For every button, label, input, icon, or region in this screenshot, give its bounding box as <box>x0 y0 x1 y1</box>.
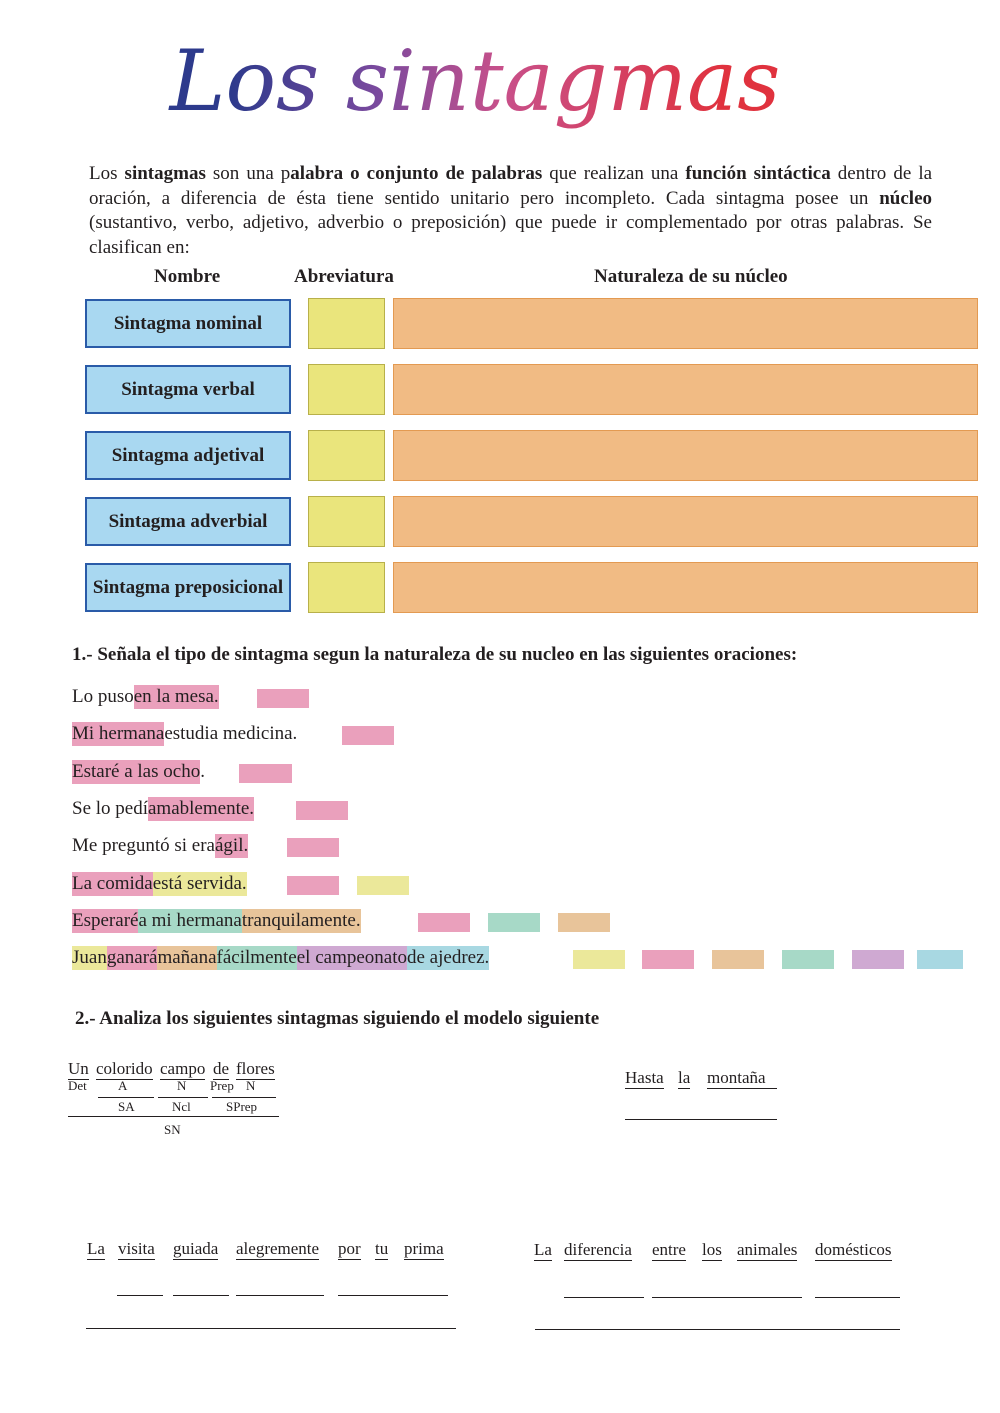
answer-box[interactable] <box>573 950 625 969</box>
answer-box[interactable] <box>287 876 339 895</box>
model-tag: Prep <box>210 1078 234 1093</box>
nature-input-preposicional[interactable] <box>393 562 978 613</box>
model-tag: A <box>118 1078 128 1093</box>
model-root: SN <box>164 1122 181 1137</box>
model-tag: N <box>246 1078 256 1093</box>
answer-box[interactable] <box>782 950 834 969</box>
model-bracket <box>98 1097 154 1098</box>
answer-box[interactable] <box>917 950 963 969</box>
answer-box[interactable] <box>558 913 610 932</box>
answer-box[interactable] <box>488 913 540 932</box>
model-tag: Det <box>68 1078 87 1093</box>
nature-input-adjetival[interactable] <box>393 430 978 481</box>
exercise1-title: 1.- Señala el tipo de sintagma segun la naturaleza de su nucleo en las siguientes oraciones: <box>72 644 798 665</box>
answer-box[interactable] <box>418 913 470 932</box>
row-name-adjetival: Sintagma adjetival <box>85 431 291 480</box>
answer-box[interactable] <box>257 689 309 708</box>
sentence-1: Lo pusoen la mesa. <box>72 686 219 707</box>
phrase-word: prima <box>404 1239 444 1258</box>
phrase-word: por <box>338 1239 361 1258</box>
abbr-input-verbal[interactable] <box>308 364 385 415</box>
model-word: colorido <box>96 1059 153 1078</box>
answer-line[interactable] <box>338 1295 448 1296</box>
abbr-input-adjetival[interactable] <box>308 430 385 481</box>
model-word: campo <box>160 1059 206 1078</box>
abbr-input-preposicional[interactable] <box>308 562 385 613</box>
answer-box[interactable] <box>287 838 339 857</box>
answer-box[interactable] <box>357 876 409 895</box>
answer-box[interactable] <box>852 950 904 969</box>
model-word: Un <box>68 1059 89 1078</box>
model-group: SPrep <box>226 1099 258 1114</box>
model-group: Ncl <box>172 1099 191 1114</box>
answer-box[interactable] <box>712 950 764 969</box>
answer-line[interactable] <box>236 1295 324 1296</box>
sentence-6: La comidaestá servida. <box>72 873 247 894</box>
answer-line[interactable] <box>535 1329 900 1330</box>
phrase-word: La <box>87 1239 105 1258</box>
sentence-4: Se lo pedíamablemente. <box>72 798 255 819</box>
model-word: de <box>213 1059 230 1078</box>
title-text: Los sintagmas <box>169 32 781 130</box>
sentence-5: Me preguntó si eraágil. <box>72 835 249 856</box>
exercise2-title: 2.- Analiza los siguientes sintagmas siguiendo el modelo siguiente <box>75 1008 600 1029</box>
model-bracket <box>68 1116 279 1117</box>
answer-line[interactable] <box>117 1295 163 1296</box>
row-name-nominal: Sintagma nominal <box>85 299 291 348</box>
phrase-word: domésticos <box>815 1240 892 1259</box>
abbr-input-nominal[interactable] <box>308 298 385 349</box>
phrase-word: animales <box>737 1240 798 1259</box>
phrase-word: la <box>678 1068 691 1087</box>
phrase-word: alegremente <box>236 1239 320 1258</box>
answer-box[interactable] <box>642 950 694 969</box>
header-abbr: Abreviatura <box>294 266 394 287</box>
phrase-word: los <box>702 1240 722 1259</box>
model-word: flores <box>236 1059 275 1078</box>
nature-input-adverbial[interactable] <box>393 496 978 547</box>
phrase-word: visita <box>118 1239 155 1258</box>
nature-input-verbal[interactable] <box>393 364 978 415</box>
answer-line[interactable] <box>173 1295 229 1296</box>
nature-input-nominal[interactable] <box>393 298 978 349</box>
answer-line[interactable] <box>625 1119 777 1120</box>
header-name: Nombre <box>154 266 221 287</box>
page-title <box>0 18 1000 158</box>
answer-line[interactable] <box>564 1297 644 1298</box>
answer-line[interactable] <box>815 1297 900 1298</box>
answer-line[interactable] <box>86 1328 456 1329</box>
abbr-input-adverbial[interactable] <box>308 496 385 547</box>
model-tag: N <box>177 1078 187 1093</box>
model-bracket <box>158 1097 208 1098</box>
header-nature: Naturaleza de su núcleo <box>594 266 788 287</box>
sentence-3: Estaré a las ocho. <box>72 761 205 782</box>
model-bracket <box>212 1097 276 1098</box>
sentence-8: Juanganarámañanafácilmenteel campeonatode ajedrez. <box>72 947 490 968</box>
phrase-word: tu <box>375 1239 389 1258</box>
phrase-word: La <box>534 1240 552 1259</box>
phrase-word: guiada <box>173 1239 219 1258</box>
model-group: SA <box>118 1099 135 1114</box>
intro-paragraph: Los sintagmas son una palabra o conjunto de palabras que realizan una función sintáctica dentro de la oración, a diferencia de ésta tiene sentido unitario pero incompleto. Cada sintagma posee un núcleo (sustantivo, verbo, adjetivo, adverbio o preposición) que puede ir complementado por otras palabras. Se clasifican en: <box>89 163 933 258</box>
answer-box[interactable] <box>239 764 292 783</box>
answer-box[interactable] <box>342 726 394 745</box>
row-name-adverbial: Sintagma adverbial <box>85 497 291 546</box>
phrase-word: entre <box>652 1240 686 1259</box>
phrase-word: Hasta <box>625 1068 664 1087</box>
phrase-word: diferencia <box>564 1240 632 1259</box>
phrase-word: montaña <box>707 1068 777 1089</box>
sentence-2: Mi hermanaestudia medicina. <box>72 723 298 744</box>
answer-box[interactable] <box>296 801 348 820</box>
row-name-preposicional: Sintagma preposicional <box>85 563 291 612</box>
answer-line[interactable] <box>652 1297 802 1298</box>
row-name-verbal: Sintagma verbal <box>85 365 291 414</box>
sentence-7: Esperaréa mi hermanatranquilamente. <box>72 910 361 931</box>
